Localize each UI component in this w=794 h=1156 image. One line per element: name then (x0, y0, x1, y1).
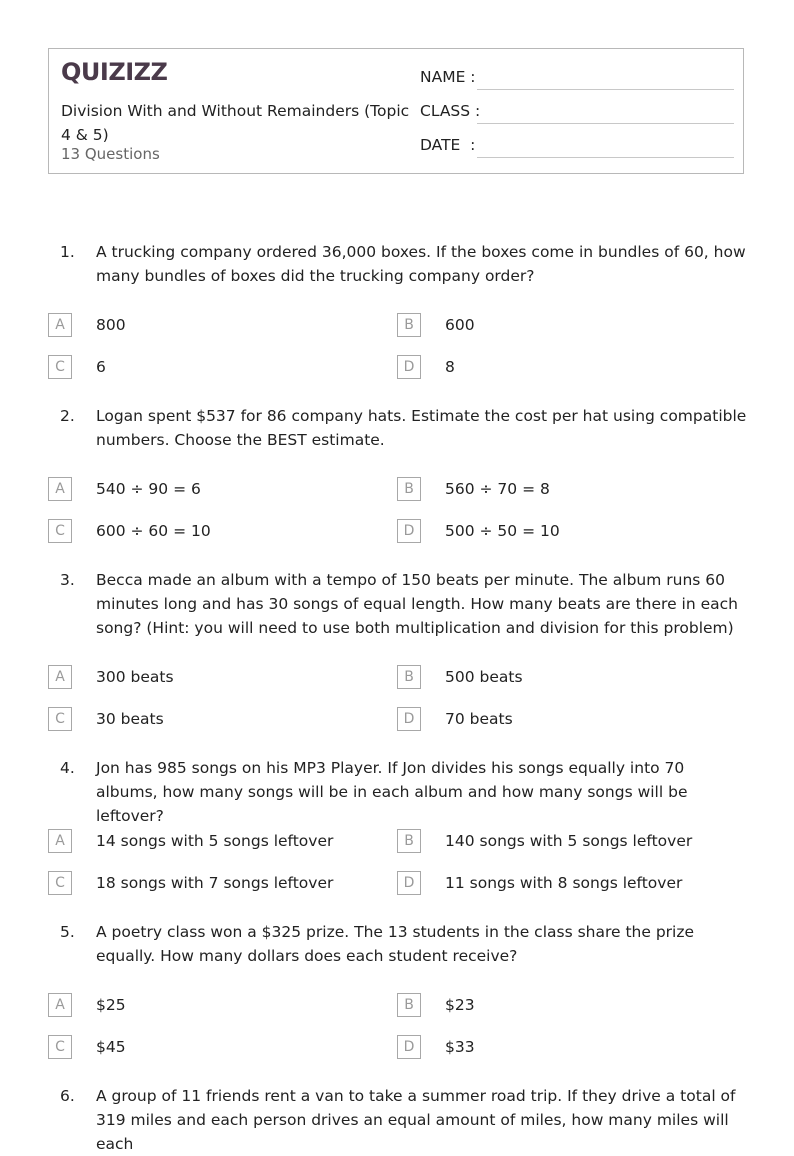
quizizz-logo: QUIZIZZ (61, 58, 168, 86)
option-letter-box[interactable]: A (48, 993, 72, 1017)
option-text: 30 beats (96, 710, 164, 728)
option-text: 500 beats (445, 668, 523, 686)
class-label: CLASS : (420, 102, 481, 120)
option-text: 540 ÷ 90 = 6 (96, 480, 201, 498)
name-field[interactable] (420, 68, 734, 92)
option-text: 6 (96, 358, 106, 376)
option-text: 18 songs with 7 songs leftover (96, 874, 334, 892)
option-letter-box[interactable]: D (397, 707, 421, 731)
option-letter-box[interactable]: D (397, 519, 421, 543)
option-text: 500 ÷ 50 = 10 (445, 522, 560, 540)
option-letter-box[interactable]: D (397, 871, 421, 895)
question-text: A group of 11 friends rent a van to take a summer road trip. If they drive a total of 319 miles and each person drives an equal amount of miles, how many miles will each (96, 1087, 736, 1153)
option-letter-box[interactable]: B (397, 477, 421, 501)
date-field[interactable] (420, 136, 734, 160)
question-text: Becca made an album with a tempo of 150 beats per minute. The album runs 60 minutes long and has 30 songs of equal length. How many beats are there in each song? (Hint: you will need to use both multiplication and division for this problem) (96, 571, 738, 637)
option-text: $25 (96, 996, 126, 1014)
option-letter-box[interactable]: C (48, 355, 72, 379)
option-letter-box[interactable]: A (48, 313, 72, 337)
option-letter-box[interactable]: D (397, 1035, 421, 1059)
question-text: A trucking company ordered 36,000 boxes. If the boxes come in bundles of 60, how many bundles of boxes did the trucking company order? (96, 243, 746, 285)
question-text: Jon has 985 songs on his MP3 Player. If Jon divides his songs equally into 70 albums, how many songs will be in each album and how many songs will be leftover? (96, 759, 688, 825)
question-number: 1. (60, 243, 75, 261)
question-number: 3. (60, 571, 75, 589)
worksheet-title: Division With and Without Remainders (Topic 4 & 5) (61, 102, 410, 144)
question-number: 4. (60, 759, 75, 777)
option-letter-box[interactable]: A (48, 665, 72, 689)
name-line[interactable] (477, 89, 734, 90)
class-line[interactable] (477, 123, 734, 124)
option-text: $33 (445, 1038, 475, 1056)
option-letter-box[interactable]: D (397, 355, 421, 379)
date-line[interactable] (477, 157, 734, 158)
question-text: A poetry class won a $325 prize. The 13 students in the class share the prize equally. How many dollars does each student receive? (96, 923, 695, 965)
question-number: 6. (60, 1087, 75, 1105)
option-text: 11 songs with 8 songs leftover (445, 874, 683, 892)
class-field[interactable] (420, 102, 734, 126)
option-letter-box[interactable]: C (48, 871, 72, 895)
question-number: 2. (60, 407, 75, 425)
option-text: 300 beats (96, 668, 174, 686)
question-text: Logan spent $537 for 86 company hats. Estimate the cost per hat using compatible numbers. Choose the BEST estimate. (96, 407, 747, 449)
question-number: 5. (60, 923, 75, 941)
option-letter-box[interactable]: C (48, 707, 72, 731)
option-text: 8 (445, 358, 455, 376)
option-text: 560 ÷ 70 = 8 (445, 480, 550, 498)
option-text: 14 songs with 5 songs leftover (96, 832, 334, 850)
worksheet-header (48, 48, 744, 174)
option-text: $23 (445, 996, 475, 1014)
name-label: NAME : (420, 68, 476, 86)
option-letter-box[interactable]: C (48, 1035, 72, 1059)
option-letter-box[interactable]: B (397, 665, 421, 689)
option-letter-box[interactable]: B (397, 829, 421, 853)
option-letter-box[interactable]: C (48, 519, 72, 543)
option-text: 600 (445, 316, 475, 334)
option-text: $45 (96, 1038, 126, 1056)
option-letter-box[interactable]: B (397, 313, 421, 337)
option-letter-box[interactable]: A (48, 829, 72, 853)
date-label: DATE : (420, 136, 476, 154)
option-letter-box[interactable]: A (48, 477, 72, 501)
question-6 (0, 1084, 794, 1153)
option-letter-box[interactable]: B (397, 993, 421, 1017)
option-text: 600 ÷ 60 = 10 (96, 522, 211, 540)
option-text: 140 songs with 5 songs leftover (445, 832, 693, 850)
question-count: 13 Questions (61, 145, 160, 163)
option-text: 800 (96, 316, 126, 334)
option-text: 70 beats (445, 710, 513, 728)
